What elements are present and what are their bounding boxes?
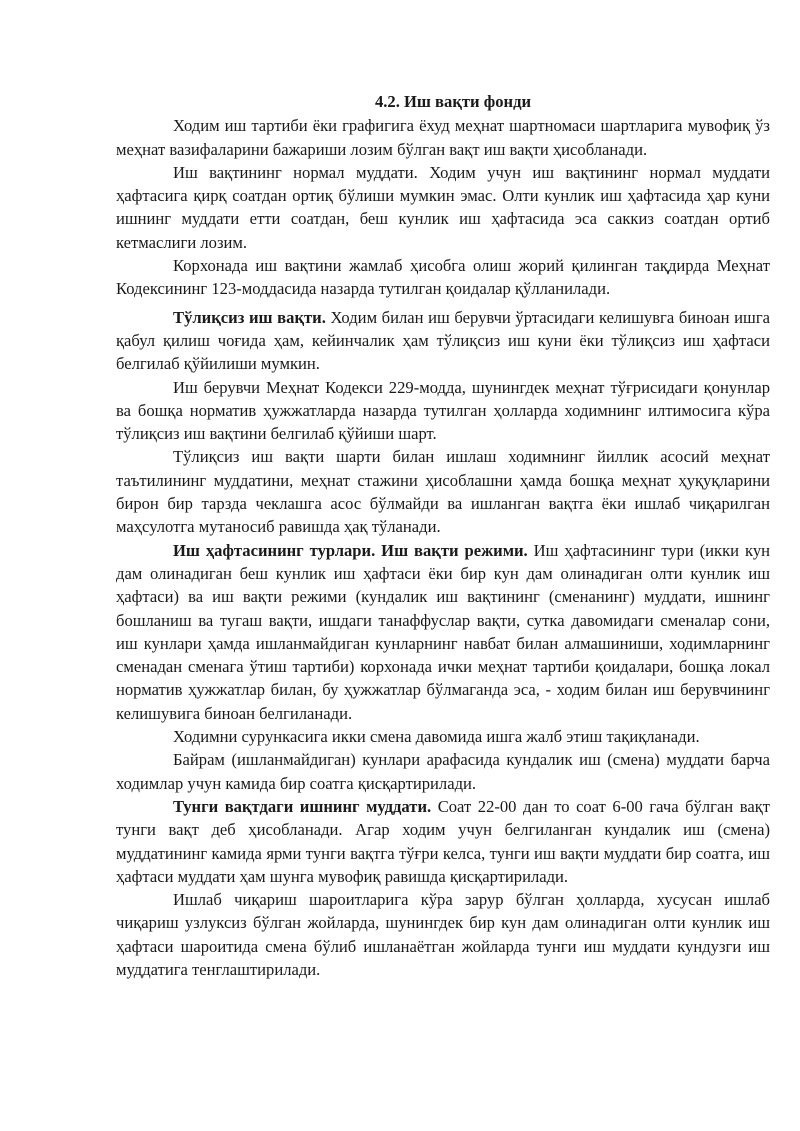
paragraph-text: Ходимни сурункасига икки смена давомида ишга жалб этиш тақиқланади. — [173, 727, 700, 747]
paragraph — [116, 254, 770, 301]
paragraph — [116, 376, 770, 446]
paragraph — [116, 114, 770, 161]
paragraph — [116, 795, 770, 888]
paragraph-lead: Тўлиқсиз иш вақти. — [173, 307, 326, 327]
paragraph — [116, 161, 770, 254]
paragraph — [116, 725, 770, 748]
paragraph-lead: Иш ҳафтасининг турлари. Иш вақти режими. — [173, 540, 528, 560]
paragraph-text: Иш вақтининг нормал муддати. Ходим учун иш вақтининг нормал муддати ҳафтасига қирқ соатдан ортиқ бўлиши мумкин эмас. Олти кунлик иш ҳафтасида ҳар куни ишнинг муддати етти соатдан, беш кунлик иш ҳафтасида эса саккиз соатдан ортиб кетмаслиги лозим. — [116, 162, 770, 252]
paragraph-text: Ходим билан иш берувчи ўртасидаги келишувга биноан ишга қабул қилиш чоғида ҳам, кейинчалик ҳам тўлиқсиз иш куни ёки тўлиқсиз иш ҳафтаси белгилаб қўйилиши мумкин. — [116, 307, 771, 374]
paragraph-text: Тўлиқсиз иш вақти шарти билан ишлаш ходимнинг йиллик асосий меҳнат таътилининг муддатини, меҳнат стажини ҳисоблашни ҳамда бошқа меҳнат ҳуқуқларини бирон бир тарзда чеклашга асос бўлмайди ва ишланган вақтга ёки ишлаб чиқарилган маҳсулотга мутаносиб равишда ҳақ тўланади. — [116, 447, 770, 537]
paragraph-text: Иш берувчи Меҳнат Кодекси 229-модда, шунингдек меҳнат тўғрисидаги қонунлар ва бошқа норматив ҳужжатларда назарда тутилган ҳолларда ходимнинг илтимосига кўра тўлиқсиз иш вақтини белгилаб қўйиши шарт. — [116, 377, 770, 444]
paragraph — [116, 748, 770, 795]
paragraph — [116, 888, 770, 981]
paragraph-text: Ишлаб чиқариш шароитларига кўра зарур бўлган ҳолларда, хусусан ишлаб чиқариш узлуксиз бўлган жойларда, шунингдек бир кун дам олинадиган олти кунлик иш ҳафтаси шароитида смена бўлиб ишланаётган жойларда тунги иш муддати кундузги иш муддатига тенглаштирилади. — [116, 890, 770, 979]
section-title: 4.2. Иш вақти фонди — [374, 92, 532, 111]
paragraph — [116, 445, 770, 538]
paragraph-text: Иш ҳафтасининг тури (икки кун дам олинадиган беш кунлик иш ҳафтаси ёки бир кун дам олинадиган олти кунлик иш ҳафтаси) ва иш вақти режими (кундалик иш вақтининг (сменанинг) муддати, ишнинг бошланиш ва тугаш вақти, ишдаги танаффуслар вақти, сутка давомидаги сменалар сони, иш кунлари ҳамда ишланмайдиган кунларнинг навбат билан алмашиниши, ходимларнинг сменадан сменага ўтиш тартиби) корхонада ички меҳнат тартиби қоидалари, бошқа локал норматив ҳужжатлар билан, бу ҳужжатлар бўлмаганда эса, - ходим билан иш берувчининг келишувига биноан белгиланади. — [116, 540, 770, 723]
document-page — [116, 90, 770, 981]
paragraph-text: Ходим иш тартиби ёки графигига ёхуд меҳнат шартномаси шартларига мувофиқ ўз меҳнат вазифаларини бажариши лозим бўлган вақт иш вақти ҳисобланади. — [116, 116, 770, 159]
paragraph — [116, 306, 770, 376]
paragraph-text: Соат 22-00 дан то соат 6-00 гача бўлган вақт тунги вақт деб ҳисобланади. Агар ходим учун белгиланган кундалик иш (смена) муддатининг камида ярми тунги вақтга тўғри келса, тунги иш вақти муддати бир соатга, иш ҳафтаси муддати ҳам шунга мувофиқ равишда қисқартирилади. — [116, 796, 771, 886]
paragraph-text: Байрам (ишланмайдиган) кунлари арафасида кундалик иш (смена) муддати барча ходимлар учун камида бир соатга қисқартирилади. — [116, 750, 770, 793]
paragraph-lead: Тунги вақтдаги ишнинг муддати. — [173, 796, 432, 816]
paragraph-text: Корхонада иш вақтини жамлаб ҳисобга олиш жорий қилинган тақдирда Меҳнат Кодексининг 123-моддасида назарда тутилган қоидалар қўлланилади. — [116, 256, 770, 299]
paragraph — [116, 539, 770, 725]
